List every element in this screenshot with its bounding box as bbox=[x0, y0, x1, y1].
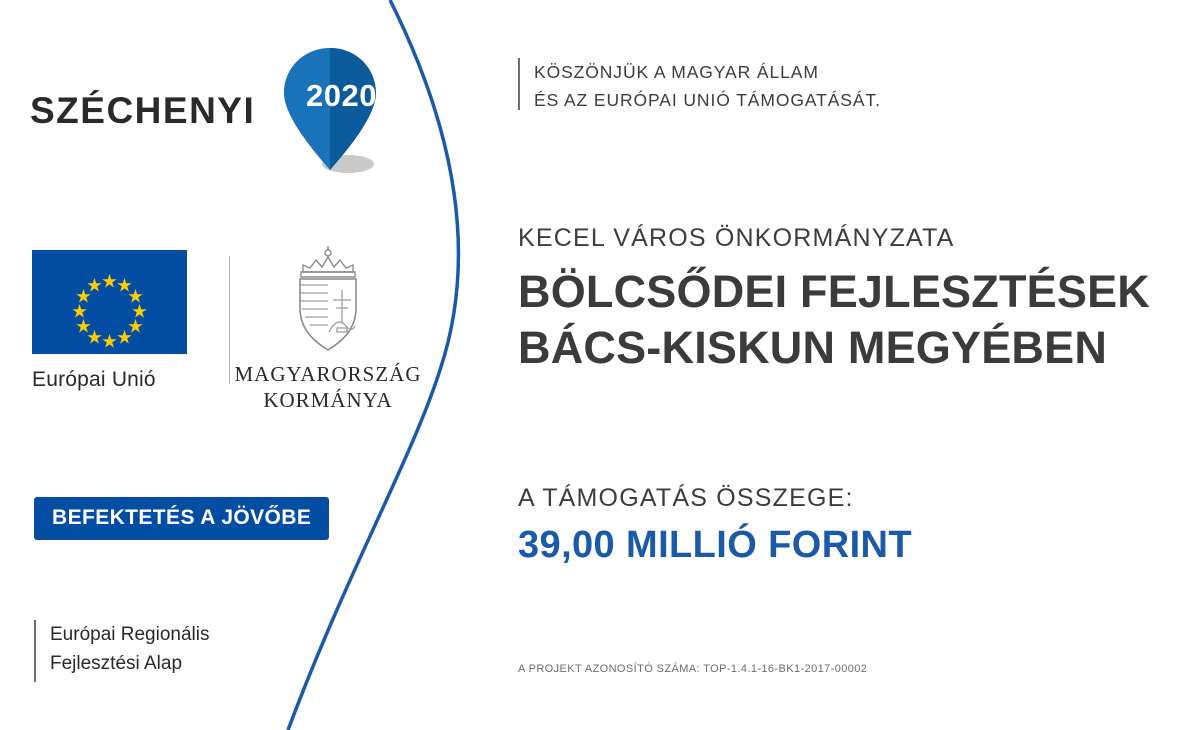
eu-label: Európai Unió bbox=[32, 368, 156, 391]
hungary-label-line2: KORMÁNYA bbox=[263, 388, 393, 413]
erdf-fund-note bbox=[34, 620, 210, 682]
investment-badge: BEFEKTETÉS A JÖVŐBE bbox=[34, 497, 329, 540]
szechenyi-year: 2020 bbox=[306, 78, 377, 113]
thanks-line1: KÖSZÖNJÜK A MAGYAR ÁLLAM bbox=[534, 62, 819, 82]
project-identifier: A PROJEKT AZONOSÍTÓ SZÁMA: TOP-1.4.1-16-BK1-2017-00002 bbox=[518, 663, 868, 675]
eu-flag-icon bbox=[32, 250, 187, 354]
hungary-government-block bbox=[228, 246, 428, 414]
thanks-line2: ÉS AZ EURÓPAI UNIÓ TÁMOGATÁSÁT. bbox=[534, 90, 881, 111]
project-owner: KECEL VÁROS ÖNKORMÁNYZATA bbox=[518, 224, 955, 252]
erdf-line2: Fejlesztési Alap bbox=[50, 653, 183, 675]
grant-amount: 39,00 MILLIÓ FORINT bbox=[518, 524, 912, 566]
hungary-label-line1: MAGYARORSZÁG bbox=[234, 362, 422, 386]
map-pin-icon bbox=[282, 44, 392, 174]
erdf-line1: Európai Regionális bbox=[50, 624, 210, 645]
hungary-coat-of-arms-icon bbox=[228, 246, 428, 361]
thanks-note bbox=[518, 58, 881, 115]
szechenyi-2020-logo bbox=[30, 38, 390, 168]
project-title bbox=[518, 264, 1150, 376]
project-title-line2: BÁCS-KISKUN MEGYÉBEN bbox=[518, 321, 1108, 373]
project-title-line1: BÖLCSŐDEI FEJLESZTÉSEK bbox=[518, 266, 1150, 317]
grant-label: A TÁMOGATÁS ÖSSZEGE: bbox=[518, 484, 854, 512]
szechenyi-wordmark: SZÉCHENYI bbox=[30, 90, 256, 131]
thanks-accent-bar bbox=[518, 58, 520, 110]
erdf-accent-bar bbox=[34, 620, 36, 682]
